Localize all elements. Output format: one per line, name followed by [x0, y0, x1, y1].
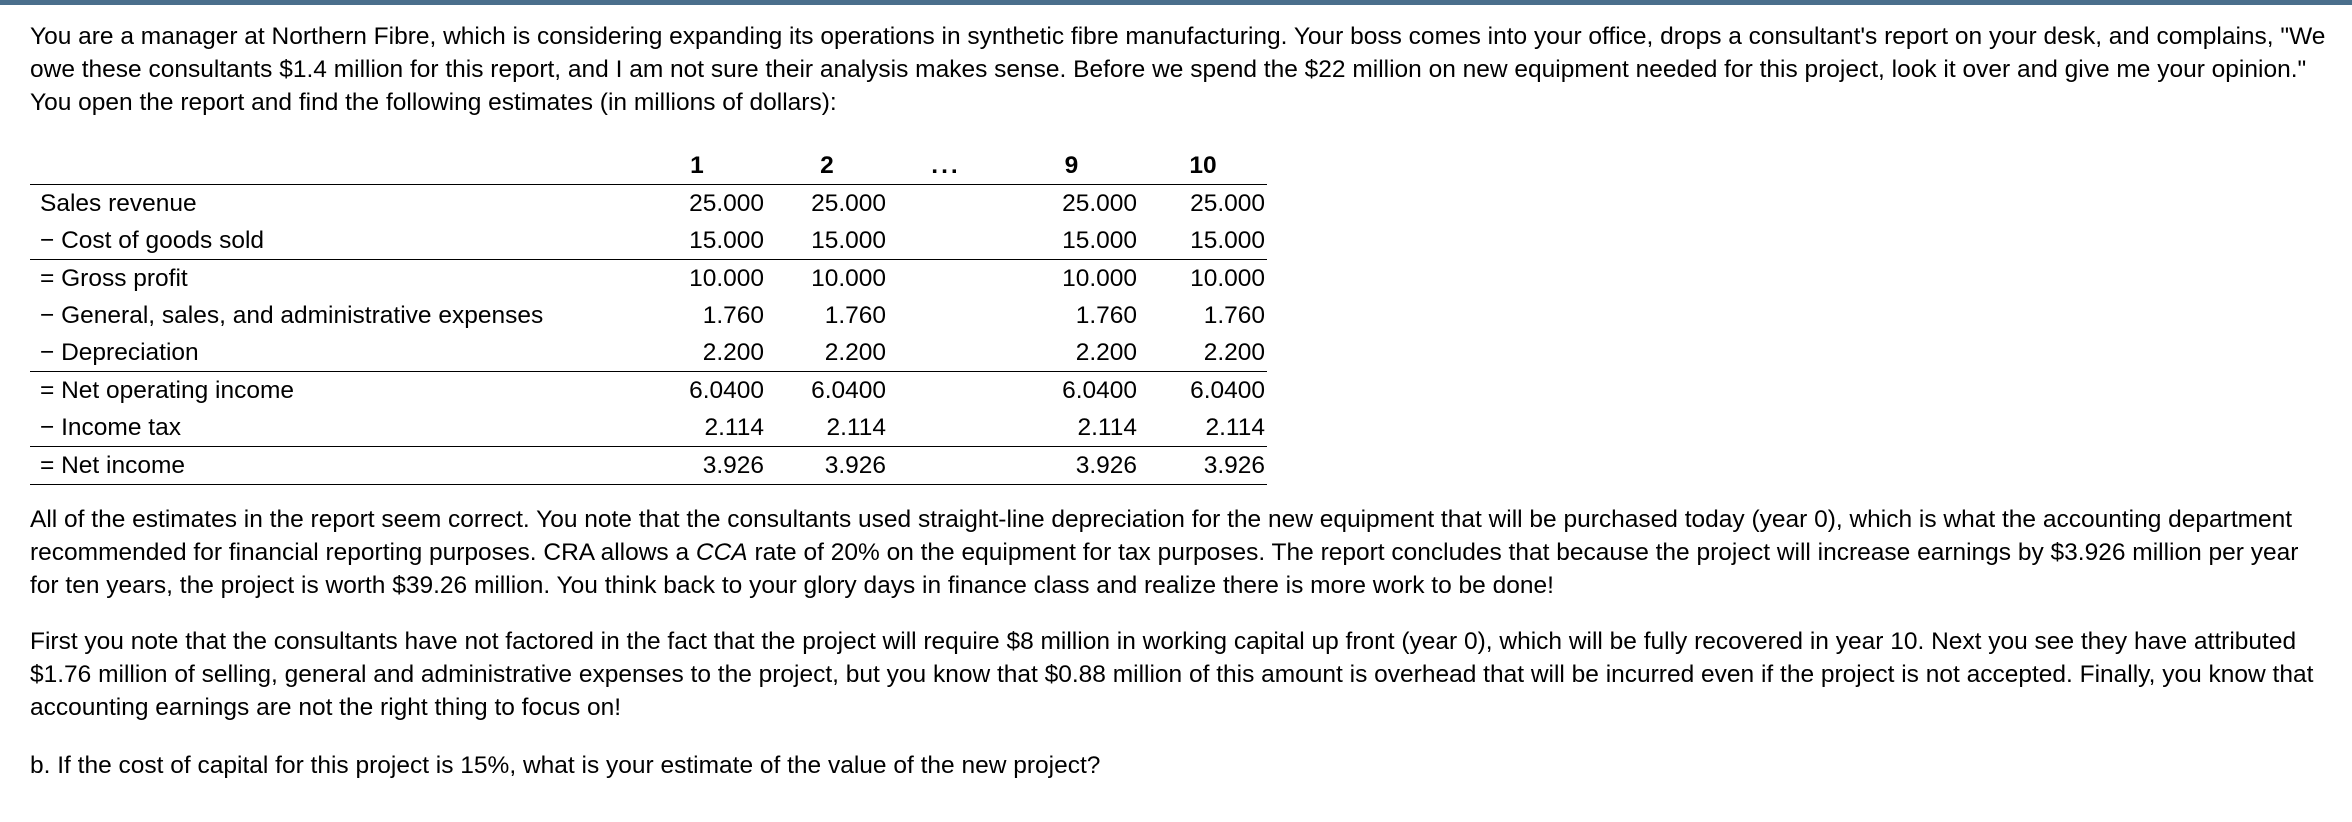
cell-value: 25.000: [1062, 190, 1137, 217]
cell-value: 3.926: [1139, 447, 1267, 485]
header-ellipsis: ...: [888, 148, 1004, 185]
header-year-2: 2: [766, 148, 888, 185]
cell-gap: [888, 334, 1004, 372]
cell-value: 15.000: [689, 227, 764, 254]
cell-value: 2.200: [1075, 339, 1137, 366]
top-accent-bar: [0, 0, 2352, 5]
header-year-9: 9: [1004, 148, 1139, 185]
cell-value: 2.114: [1205, 414, 1265, 441]
cell-gap: [888, 260, 1004, 298]
cell-value: 2.114: [826, 414, 886, 441]
adjustments-paragraph: First you note that the consultants have not factored in the fact that the project will require $8 million in working capital up front (year 0), which will be fully recovered in year 10. Next you see they have attributed $1.76 million of selling, general and administrative expenses to the project, but you know that $0.88 million of this amount is overhead that will be incurred even if the project is not accepted. Finally, you know that accounting earnings are not the right thing to focus on!: [30, 628, 2314, 721]
question-text: b. If the cost of capital for this project is 15%, what is your estimate of the value of the new project?: [30, 752, 1101, 779]
cell-value: 1.760: [702, 302, 764, 329]
cell-value: 6.0400: [628, 372, 766, 410]
cell-value: 3.926: [766, 447, 888, 485]
table-row: [30, 297, 1267, 334]
cell-value: 2.200: [702, 339, 764, 366]
table-row: [30, 222, 1267, 260]
header-blank: [30, 148, 628, 185]
cell-value: 3.926: [1004, 447, 1139, 485]
cell-value: 10.000: [766, 260, 888, 298]
cell-gap: [888, 222, 1004, 260]
problem-content: [30, 20, 2330, 779]
analysis-paragraph: [30, 503, 2330, 602]
cell-value: 2.200: [824, 339, 886, 366]
row-label-net-operating-income: = Net operating income: [30, 372, 628, 410]
cell-value: 10.000: [1004, 260, 1139, 298]
cell-value: 25.000: [1190, 190, 1265, 217]
cell-value: 25.000: [689, 190, 764, 217]
income-statement-table: [30, 148, 1267, 485]
row-label-income-tax: − Income tax: [40, 414, 181, 441]
cell-gap: [888, 409, 1004, 447]
cell-value: 15.000: [1062, 227, 1137, 254]
cell-value: 10.000: [1139, 260, 1267, 298]
header-year-10: 10: [1139, 148, 1267, 185]
table-row: [30, 447, 1267, 485]
cell-value: 15.000: [1190, 227, 1265, 254]
cell-value: 2.200: [1203, 339, 1265, 366]
cell-value: 1.760: [1075, 302, 1137, 329]
cell-value: 25.000: [811, 190, 886, 217]
table-row: [30, 372, 1267, 410]
cca-term: CCA: [695, 539, 748, 566]
cell-value: 6.0400: [766, 372, 888, 410]
intro-paragraph: You are a manager at Northern Fibre, which is considering expanding its operations in synthetic fibre manufacturing. Your boss comes into your office, drops a consultant's report on your desk, and complains, "We owe these consultants $1.4 million for this report, and I am not sure their analysis makes sense. Before we spend the $22 million on new equipment needed for this project, look it over and give me your opinion." You open the report and find the following estimates (in millions of dollars):: [30, 23, 2326, 116]
header-year-1: 1: [628, 148, 766, 185]
table-row: [30, 334, 1267, 372]
row-label-depreciation: − Depreciation: [40, 339, 199, 366]
cell-value: 3.926: [628, 447, 766, 485]
cell-gap: [888, 447, 1004, 485]
cell-value: 2.114: [1077, 414, 1137, 441]
cell-gap: [888, 185, 1004, 223]
table-row: [30, 260, 1267, 298]
row-label-net-income: = Net income: [30, 447, 628, 485]
cell-value: 6.0400: [1139, 372, 1267, 410]
table-header-row: [30, 148, 1267, 185]
row-label-sales-revenue: Sales revenue: [40, 190, 197, 217]
cell-value: 6.0400: [1004, 372, 1139, 410]
analysis-text-part2: rate of 20% on the equipment for tax purposes. The report concludes that because the project will increase earnings by $3.926 million per year for ten years, the project is worth $39.26 million. You think back to your glory days in finance class and realize there is more work to be done!: [30, 539, 2299, 599]
table-row: [30, 409, 1267, 447]
row-label-gross-profit: = Gross profit: [30, 260, 628, 298]
table-row: [30, 185, 1267, 223]
cell-value: 1.760: [1203, 302, 1265, 329]
cell-gap: [888, 297, 1004, 334]
analysis-text-part1: All of the estimates in the report seem correct. You note that the consultants used straight-line depreciation for the new equipment that will be purchased today (year 0), which is what the accounting department recommended for financial reporting purposes. CRA allows a: [30, 506, 2293, 566]
cell-value: 1.760: [824, 302, 886, 329]
row-label-sga: − General, sales, and administrative expenses: [40, 302, 544, 329]
cell-value: 10.000: [628, 260, 766, 298]
cell-gap: [888, 372, 1004, 410]
cell-value: 15.000: [811, 227, 886, 254]
cell-value: 2.114: [704, 414, 764, 441]
row-label-cogs: − Cost of goods sold: [40, 227, 265, 254]
